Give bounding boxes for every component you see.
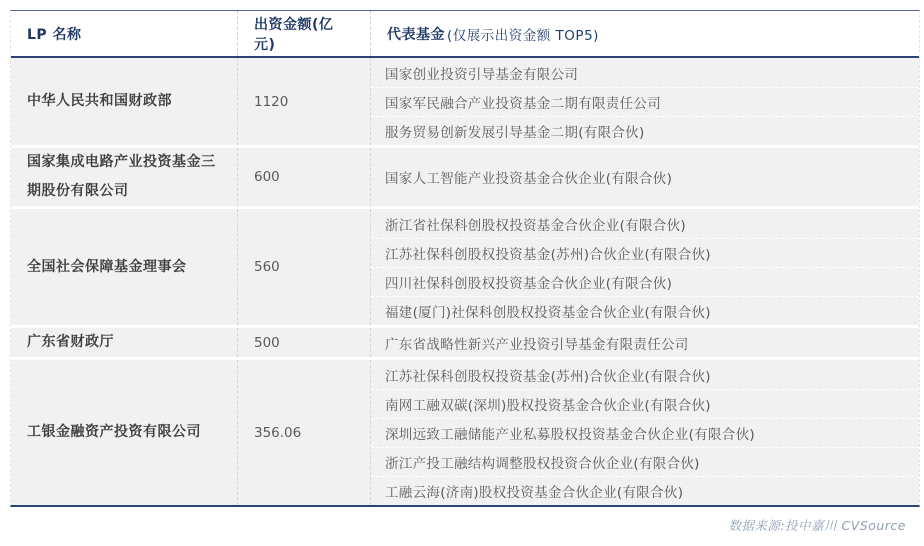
table-body bbox=[11, 58, 919, 505]
header-cell-funds bbox=[371, 11, 919, 56]
header-funds-label: 代表基金 bbox=[387, 26, 445, 43]
funds-cell bbox=[371, 328, 919, 357]
lp-name-cell bbox=[11, 360, 238, 505]
lp-name-text: 国家集成电路产业投资基金三期股份有限公司 bbox=[27, 154, 216, 199]
fund-name-text: 福建(厦门)社保科创股权投资基金合伙企业(有限合伙) bbox=[385, 305, 711, 321]
amount-cell bbox=[238, 328, 371, 357]
header-cell-lp-name bbox=[11, 11, 238, 56]
header-amount-label: 出资金额(亿元) bbox=[254, 16, 334, 53]
fund-name-text: 浙江产投工融结构调整股权投资合伙企业(有限合伙) bbox=[385, 456, 700, 472]
table-footer bbox=[10, 515, 920, 534]
fund-name bbox=[371, 87, 919, 116]
fund-name bbox=[371, 418, 919, 447]
fund-name bbox=[371, 476, 919, 505]
lp-name-text: 中华人民共和国财政部 bbox=[27, 93, 172, 109]
lp-name-cell bbox=[11, 328, 238, 357]
fund-name-text: 广东省战略性新兴产业投资引导基金有限责任公司 bbox=[385, 336, 689, 353]
fund-name-text: 工融云海(济南)股权投资基金合伙企业(有限合伙) bbox=[385, 485, 684, 501]
table-row bbox=[11, 325, 919, 357]
lp-name-cell bbox=[11, 148, 238, 206]
lp-funding-table-wrap bbox=[10, 10, 920, 507]
fund-name bbox=[371, 447, 919, 476]
amount-cell bbox=[238, 148, 371, 206]
data-source-caption: 数据来源:投中嘉川 CVSource bbox=[728, 518, 906, 533]
fund-name-text: 国家创业投资引导基金有限公司 bbox=[385, 66, 579, 83]
fund-name bbox=[371, 238, 919, 267]
fund-name-text: 国家军民融合产业投资基金二期有限责任公司 bbox=[385, 96, 661, 112]
table-row bbox=[11, 357, 919, 505]
fund-name-text: 深圳远致工融储能产业私募股权投资基金合伙企业(有限合伙) bbox=[385, 427, 755, 443]
header-lp-label: LP 名称 bbox=[27, 26, 82, 43]
header-funds-note: (仅展示出资金额 TOP5) bbox=[447, 27, 599, 44]
fund-name bbox=[371, 296, 919, 325]
fund-name bbox=[371, 267, 919, 296]
fund-name bbox=[371, 58, 919, 87]
amount-cell bbox=[238, 58, 371, 145]
lp-name-text: 广东省财政厅 bbox=[27, 334, 114, 350]
amount-value: 1120 bbox=[254, 93, 289, 110]
lp-name-text: 工银金融资产投资有限公司 bbox=[27, 424, 201, 440]
fund-name-text: 服务贸易创新发展引导基金二期(有限合伙) bbox=[385, 125, 645, 141]
table-row bbox=[11, 58, 919, 145]
amount-cell bbox=[238, 209, 371, 325]
funds-cell bbox=[371, 360, 919, 505]
amount-cell bbox=[238, 360, 371, 505]
amount-value: 500 bbox=[254, 334, 280, 351]
fund-name bbox=[371, 209, 919, 238]
fund-name-text: 江苏社保科创股权投资基金(苏州)合伙企业(有限合伙) bbox=[385, 247, 711, 263]
lp-name-text: 全国社会保障基金理事会 bbox=[27, 258, 187, 275]
fund-name bbox=[371, 116, 919, 145]
fund-name-text: 南网工融双碳(深圳)股权投资基金合伙企业(有限合伙) bbox=[385, 398, 711, 414]
lp-name-cell bbox=[11, 209, 238, 325]
fund-name bbox=[371, 389, 919, 418]
amount-value: 560 bbox=[254, 259, 280, 275]
fund-name bbox=[371, 148, 919, 206]
fund-name bbox=[371, 360, 919, 389]
lp-funding-table bbox=[10, 10, 920, 507]
amount-value: 600 bbox=[254, 169, 280, 185]
funds-cell bbox=[371, 209, 919, 325]
table-row bbox=[11, 145, 919, 206]
fund-name-text: 国家人工智能产业投资基金合伙企业(有限合伙) bbox=[385, 171, 673, 187]
fund-name-text: 浙江省社保科创股权投资基金合伙企业(有限合伙) bbox=[385, 217, 686, 234]
fund-name-text: 四川社保科创股权投资基金合伙企业(有限合伙) bbox=[385, 276, 673, 292]
table-header-row bbox=[11, 11, 919, 58]
header-cell-amount bbox=[238, 11, 371, 56]
fund-name bbox=[371, 328, 919, 357]
amount-value: 356.06 bbox=[254, 424, 302, 441]
fund-name-text: 江苏社保科创股权投资基金(苏州)合伙企业(有限合伙) bbox=[385, 368, 711, 385]
table-row bbox=[11, 206, 919, 325]
funds-cell bbox=[371, 148, 919, 206]
funds-cell bbox=[371, 58, 919, 145]
lp-name-cell bbox=[11, 58, 238, 145]
